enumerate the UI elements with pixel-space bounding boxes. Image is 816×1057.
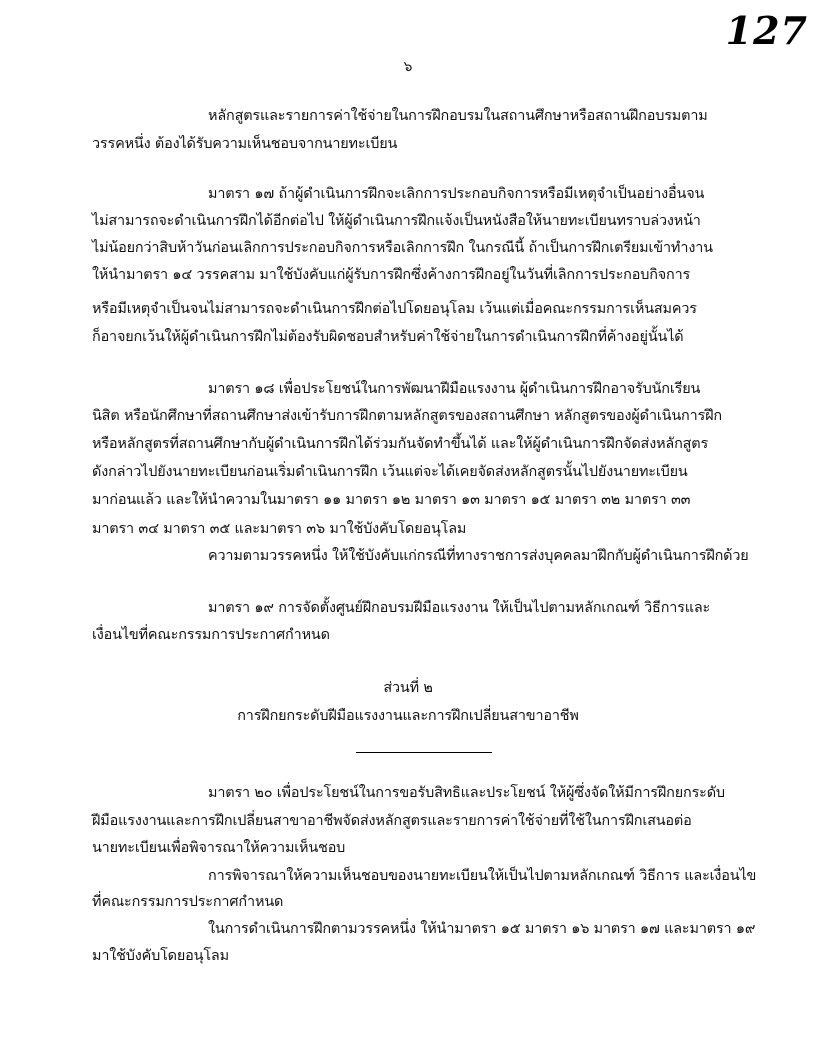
text-line: มาตรา ๑๘ เพื่อประโยชน์ในการพัฒนาฝีมือแรงงาน ผู้ดำเนินการฝึกอาจรับนักเรียน xyxy=(208,381,701,397)
text-line: หรือหลักสูตรที่สถานศึกษากับผู้ดำเนินการฝึกได้ร่วมกันจัดทำขึ้นได้ และให้ผู้ดำเนินการฝึกจัดส่งหลักสูตร xyxy=(92,436,709,452)
text-line: การพิจารณาให้ความเห็นชอบของนายทะเบียนให้เป็นไปตามหลักเกณฑ์ วิธีการ และเงื่อนไข xyxy=(208,868,757,884)
text-line: มาตรา ๓๔ มาตรา ๓๕ และมาตรา ๓๖ มาใช้บังคับโดยอนุโลม xyxy=(92,521,467,537)
text-line: ฝีมือแรงงานและการฝึกเปลี่ยนสาขาอาชีพจัดส่งหลักสูตรและรายการค่าใช้จ่ายที่ใช้ในการฝึกเสนอต่อ xyxy=(92,813,692,829)
text-line: มาตรา ๑๙ การจัดตั้งศูนย์ฝึกอบรมฝีมือแรงงาน ให้เป็นไปตามหลักเกณฑ์ วิธีการและ xyxy=(208,600,711,616)
section-title: การฝึกยกระดับฝีมือแรงงานและการฝึกเปลี่ยนสาขาอาชีพ xyxy=(237,708,579,724)
text-line: ความตามวรรคหนึ่ง ให้ใช้บังคับแก่กรณีที่ทางราชการส่งบุคคลมาฝึกกับผู้ดำเนินการฝึกด้วย xyxy=(208,548,749,564)
text-line: หลักสูตรและรายการค่าใช้จ่ายในการฝึกอบรมในสถานศึกษาหรือสถานฝึกอบรมตาม xyxy=(208,108,708,124)
text-line: เงื่อนไขที่คณะกรรมการประกาศกำหนด xyxy=(92,627,330,643)
text-line: มาใช้บังคับโดยอนุโลม xyxy=(92,948,229,964)
text-line: นายทะเบียนเพื่อพิจารณาให้ความเห็นชอบ xyxy=(92,840,346,856)
text-line: มาก่อนแล้ว และให้นำความในมาตรา ๑๑ มาตรา ๑๒ มาตรา ๑๓ มาตรา ๑๕ มาตรา ๓๒ มาตรา ๓๓ xyxy=(92,492,691,508)
text-line: มาตรา ๑๗ ถ้าผู้ดำเนินการฝึกจะเลิกการประกอบกิจการหรือมีเหตุจำเป็นอย่างอื่นจน xyxy=(208,186,705,202)
text-line: วรรคหนึ่ง ต้องได้รับความเห็นชอบจากนายทะเบียน xyxy=(92,136,398,152)
text-line: ไม่น้อยกว่าสิบห้าวันก่อนเลิกการประกอบกิจการหรือเลิกการฝึก ในกรณีนี้ ถ้าเป็นการฝึกเตรียมเข้าทำงาน xyxy=(92,240,713,256)
text-line: นิสิต หรือนักศึกษาที่สถานศึกษาส่งเข้ารับการฝึกตามหลักสูตรของสถานศึกษา หลักสูตรของผู้ดำเนินการฝึก xyxy=(92,408,722,424)
handwritten-page-number: 127 xyxy=(725,8,808,53)
text-line: ในการดำเนินการฝึกตามวรรคหนึ่ง ให้นำมาตรา ๑๕ มาตรา ๑๖ มาตรา ๑๗ และมาตรา ๑๙ xyxy=(208,921,756,937)
section-divider xyxy=(356,752,492,753)
text-line: ก็อาจยกเว้นให้ผู้ดำเนินการฝึกไม่ต้องรับผิดชอบสำหรับค่าใช้จ่ายในการดำเนินการฝึกที่ค้างอยู่นั้นได้ xyxy=(92,329,684,345)
text-line: ที่คณะกรรมการประกาศกำหนด xyxy=(92,894,284,910)
text-line: หรือมีเหตุจำเป็นจนไม่สามารถจะดำเนินการฝึกต่อไปโดยอนุโลม เว้นแต่เมื่อคณะกรรมการเห็นสมควร xyxy=(92,301,697,317)
page-number: ๖ xyxy=(403,59,413,75)
section-number: ส่วนที่ ๒ xyxy=(383,680,433,696)
text-line: ให้นำมาตรา ๑๔ วรรคสาม มาใช้บังคับแก่ผู้รับการฝึกซึ่งค้างการฝึกอยู่ในวันที่เลิกการประกอบกิจการ xyxy=(92,267,691,283)
text-line: ไม่สามารถจะดำเนินการฝึกได้อีกต่อไป ให้ผู้ดำเนินการฝึกแจ้งเป็นหนังสือให้นายทะเบียนทราบล่วงหน้า xyxy=(92,213,701,229)
text-line: ดังกล่าวไปยังนายทะเบียนก่อนเริ่มดำเนินการฝึก เว้นแต่จะได้เคยจัดส่งหลักสูตรนั้นไปยังนายทะเบียน xyxy=(92,464,688,480)
text-line: มาตรา ๒๐ เพื่อประโยชน์ในการขอรับสิทธิและประโยชน์ ให้ผู้ซึ่งจัดให้มีการฝึกยกระดับ xyxy=(208,785,725,801)
